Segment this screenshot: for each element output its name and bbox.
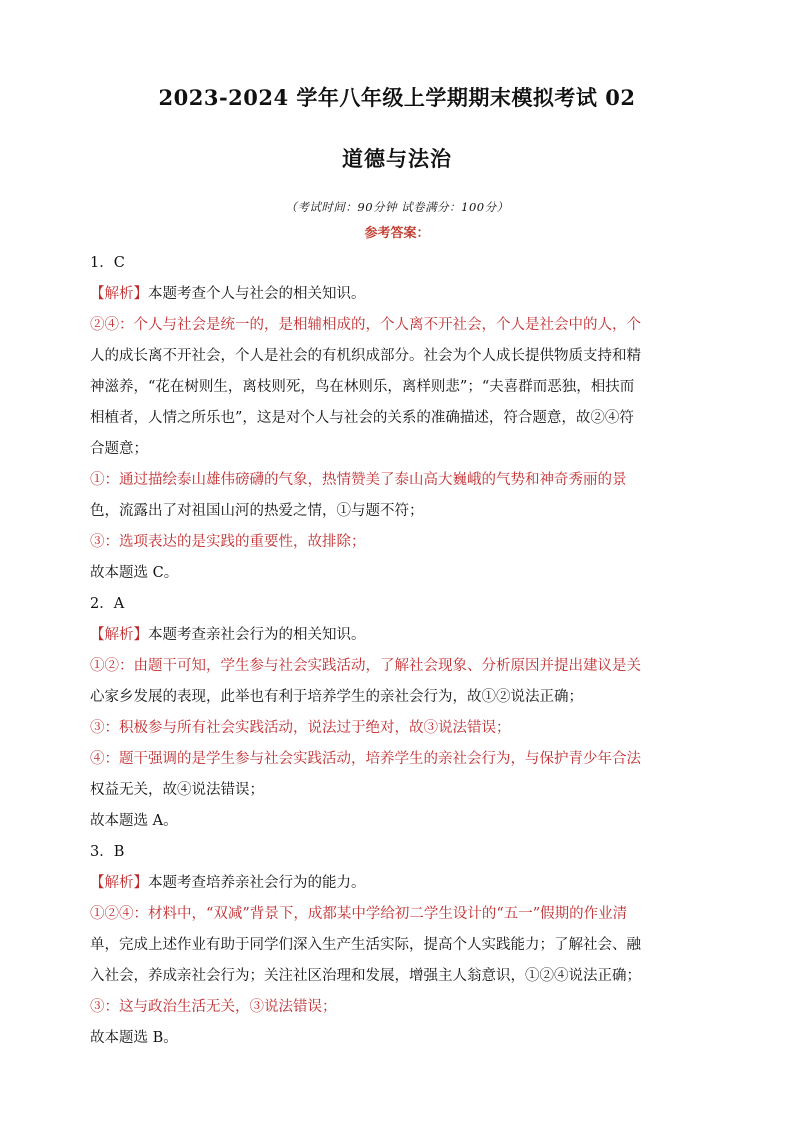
question-1-explanation-line: 人的成长离不开社会，个人是社会的有机织成部分。社会为个人成长提供物质支持和精 [90,348,641,364]
question-3-explanation-line: 入社会，养成亲社会行为；关注社区治理和发展，增强主人翁意识，①②④说法正确； [90,968,641,984]
question-1-explanation-line: ②④：个人与社会是统一的，是相辅相成的，个人离不开社会，个人是社会中的人，个 [90,317,641,333]
exam-title: 2023-2024 学年八年级上学期期末模拟考试 02 [158,85,636,110]
question-2-explanation-line: ④：题干强调的是学生参与社会实践活动，培养学生的亲社会行为，与保护青少年合法 [90,751,641,767]
analysis-text: 本题考查亲社会行为的相关知识。 [148,627,366,643]
answers-heading: 参考答案： [364,226,430,241]
question-1-option-explanation: ①：通过描绘泰山雄伟磅礴的气象，热情赞美了泰山高大巍峨的气势和神奇秀丽的景 [90,472,627,488]
question-2-conclusion: 故本题选 A。 [90,813,178,829]
analysis-tag: 【解析】 [90,875,148,891]
question-1-explanation-line: 合题意； [90,441,148,457]
question-1-explanation-line: 相植者，人情之所乐也”，这是对个人与社会的关系的准确描述，符合题意，故②④符 [90,410,634,426]
question-2-number: 2．A [90,596,125,612]
question-1-conclusion: 故本题选 C。 [90,565,179,581]
subject-title: 道德与法治 [342,146,452,171]
answers-content [90,248,702,1054]
exam-info: （考试时间：90分钟 试卷满分：100分） [285,200,509,214]
question-3-conclusion: 故本题选 B。 [90,1030,178,1046]
question-3-number: 3．B [90,844,125,860]
question-2-analysis [90,620,702,651]
analysis-text: 本题考查个人与社会的相关知识。 [148,286,366,302]
question-2-explanation-line: ①②：由题干可知，学生参与社会实践活动，了解社会现象、分析原因并提出建议是关 [90,658,641,674]
question-3-explanation-line: ③：这与政治生活无关，③说法错误； [90,999,337,1015]
analysis-text: 本题考查培养亲社会行为的能力。 [148,875,366,891]
question-1-number: 1．C [90,255,125,271]
question-3-explanation-line: ①②④：材料中，“双减”背景下，成都某中学给初二学生设计的“五一”假期的作业清 [90,906,628,922]
question-3-analysis [90,868,702,899]
analysis-tag: 【解析】 [90,627,148,643]
question-2-explanation-line: ③：积极参与所有社会实践活动，说法过于绝对，故③说法错误； [90,720,511,736]
question-1-option-explanation: 色，流露出了对祖国山河的热爱之情，①与题不符； [90,503,424,519]
question-3-explanation-line: 单，完成上述作业有助于同学们深入生产生活实际，提高个人实践能力；了解社会、融 [90,937,641,953]
question-1-option-explanation: ③：选项表达的是实践的重要性，故排除； [90,534,366,550]
question-2-explanation-line: 心家乡发展的表现，此举也有利于培养学生的亲社会行为，故①②说法正确； [90,689,583,705]
analysis-tag: 【解析】 [90,286,148,302]
question-1-analysis [90,279,702,310]
question-1-explanation-line: 神滋养，“花在树则生，离枝则死，鸟在林则乐，离样则悲”；“夫喜群而恶独，相扶而 [90,379,635,395]
question-2-explanation-line: 权益无关，故④说法错误； [90,782,264,798]
